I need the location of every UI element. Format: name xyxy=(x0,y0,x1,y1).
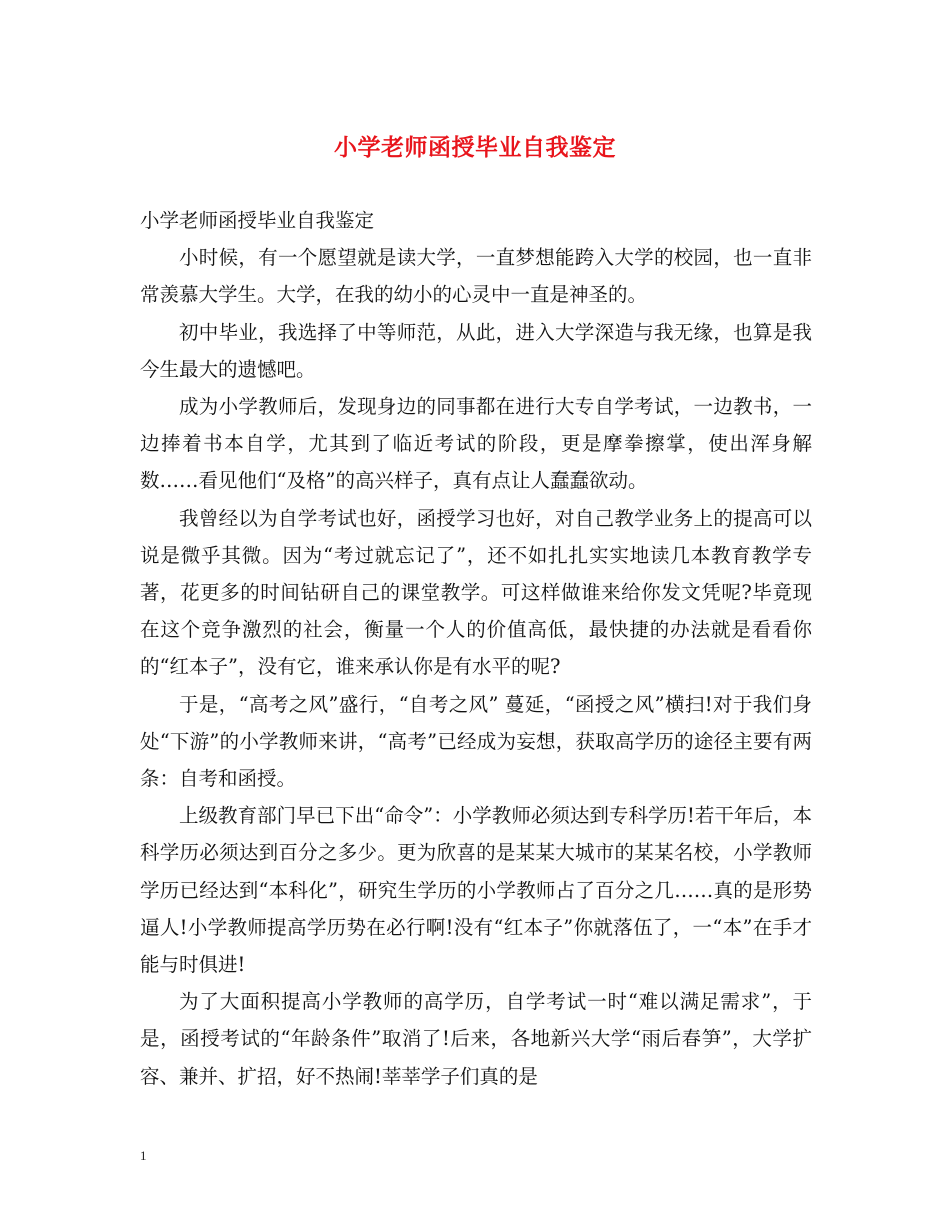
page-number: 1 xyxy=(140,1148,147,1163)
paragraph: 上级教育部门早已下出“命令”：小学教师必须达到专科学历!若干年后，本科学历必须达到百分之多少。更为欣喜的是某某大城市的某某名校，小学教师学历已经达到“本科化”，研究生学历的小学教师占了百分之几……真的是形势逼人!小学教师提高学历势在必行啊!没有“红本子”你就落伍了，一“本”在手才能与时俱进! xyxy=(140,804,812,977)
paragraph: 成为小学教师后，发现身边的同事都在进行大专自学考试，一边教书，一边捧着书本自学，尤其到了临近考试的阶段，更是摩拳擦掌，使出浑身解数……看见他们“及格”的高兴样子，真有点让人蠢蠢欲动。 xyxy=(140,395,812,493)
paragraph: 小时候，有一个愿望就是读大学，一直梦想能跨入大学的校园，也一直非常羡慕大学生。大学，在我的幼小的心灵中一直是神圣的。 xyxy=(140,246,812,307)
document-subtitle: 小学老师函授毕业自我鉴定 xyxy=(140,209,375,232)
paragraph: 初中毕业，我选择了中等师范，从此，进入大学深造与我无缘，也算是我今生最大的遗憾吧。 xyxy=(140,320,812,381)
document-title: 小学老师函授毕业自我鉴定 xyxy=(334,134,616,161)
paragraph: 我曾经以为自学考试也好，函授学习也好，对自己教学业务上的提高可以说是微乎其微。因为“考过就忘记了”，还不如扎扎实实地读几本教育教学专著，花更多的时间钻研自己的课堂教学。可这样做谁来给你发文凭呢?毕竟现在这个竞争激烈的社会，衡量一个人的价值高低，最快捷的办法就是看看你的“红本子”，没有它，谁来承认你是有水平的呢? xyxy=(140,506,812,679)
document-body xyxy=(140,202,812,1095)
paragraph: 为了大面积提高小学教师的高学历，自学考试一时“难以满足需求”，于是，函授考试的“年龄条件”取消了!后来，各地新兴大学“雨后春笋”，大学扩容、兼并、扩招，好不热闹!莘莘学子们真的是 xyxy=(140,990,812,1088)
paragraph: 于是，“高考之风”盛行，“自考之风” 蔓延，“函授之风”横扫!对于我们身处“下游”的小学教师来讲，“高考”已经成为妄想，获取高学历的途径主要有两条：自考和函授。 xyxy=(140,692,812,791)
